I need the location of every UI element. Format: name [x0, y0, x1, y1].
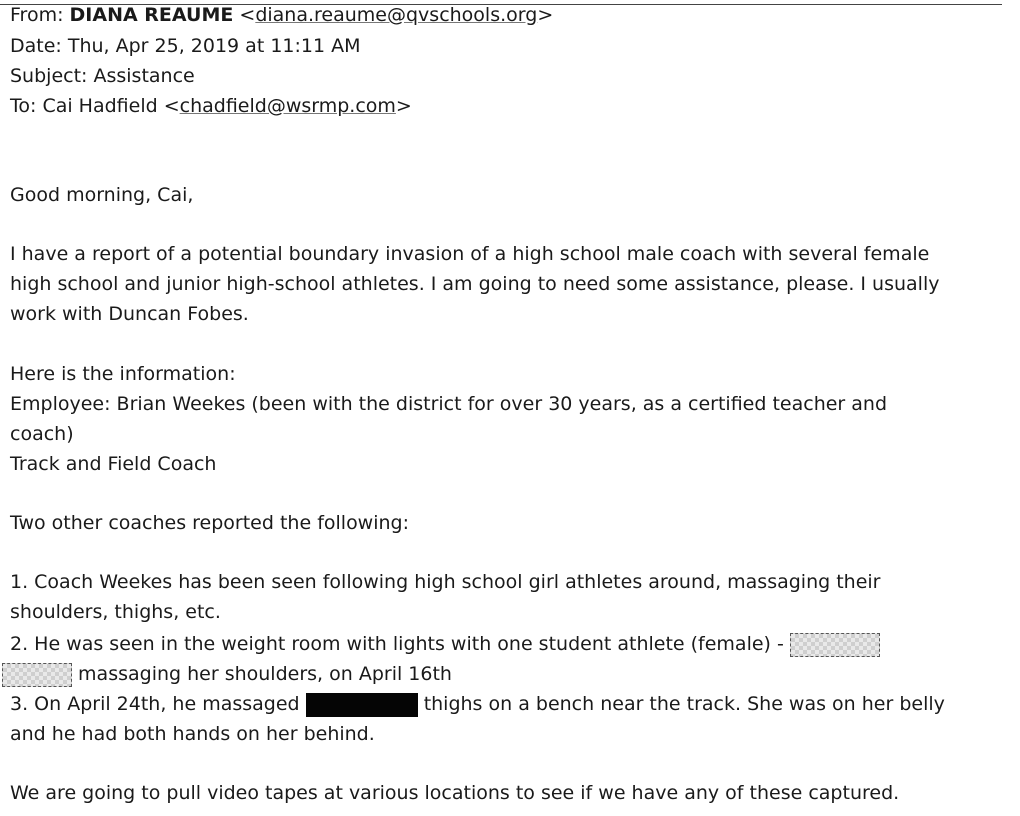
list-item — [10, 689, 945, 719]
list-item-continued: and he had both hands on her behind. — [10, 723, 375, 745]
employee-line: coach) — [10, 423, 74, 445]
paragraph-line: work with Duncan Fobes. — [10, 303, 249, 325]
to-close: > — [395, 95, 412, 117]
redaction-box — [790, 633, 880, 657]
paragraph-line: high school and junior high-school athletes. I am going to need some assistance, please. I usually — [10, 273, 940, 295]
item2-text: 2. He was seen in the weight room with lights with one student athlete (female) - — [10, 633, 784, 655]
list-item: 1. Coach Weekes has been seen following high school girl athletes around, massaging their — [10, 571, 881, 593]
recipient-email-link[interactable]: chadfield@wsrmp.com — [179, 95, 396, 117]
greeting: Good morning, Cai, — [10, 184, 194, 206]
closing-line: We are going to pull video tapes at various locations to see if we have any of these captured. — [10, 782, 900, 804]
to-line — [10, 91, 412, 121]
date-line: Date: Thu, Apr 25, 2019 at 11:11 AM — [10, 35, 361, 57]
info-intro: Here is the information: — [10, 363, 236, 385]
from-line — [10, 0, 553, 30]
item2-text-continued: massaging her shoulders, on April 16th — [78, 663, 452, 685]
redaction-box — [2, 663, 72, 687]
item3-text-a: 3. On April 24th, he massaged — [10, 693, 300, 715]
list-item — [10, 629, 880, 659]
list-item-continued: shoulders, thighs, etc. — [10, 601, 221, 623]
reports-intro: Two other coaches reported the following: — [10, 512, 410, 534]
sender-email-open: < — [239, 4, 256, 26]
sender-email-link[interactable]: diana.reaume@qvschools.org — [255, 4, 538, 26]
position-line: Track and Field Coach — [10, 453, 217, 475]
item3-text-b: thighs on a bench near the track. She was on her belly — [423, 693, 945, 715]
sender-name: DIANA REAUME — [69, 4, 234, 26]
from-label: From: — [10, 4, 64, 26]
list-item-continued — [2, 659, 452, 689]
employee-line: Employee: Brian Weekes (been with the district for over 30 years, as a certified teacher and — [10, 393, 888, 415]
paragraph-line: I have a report of a potential boundary invasion of a high school male coach with several female — [10, 243, 930, 265]
to-label: To: Cai Hadfield < — [10, 95, 180, 117]
sender-email-close: > — [537, 4, 554, 26]
subject-line: Subject: Assistance — [10, 65, 195, 87]
redaction-bar — [306, 693, 418, 717]
